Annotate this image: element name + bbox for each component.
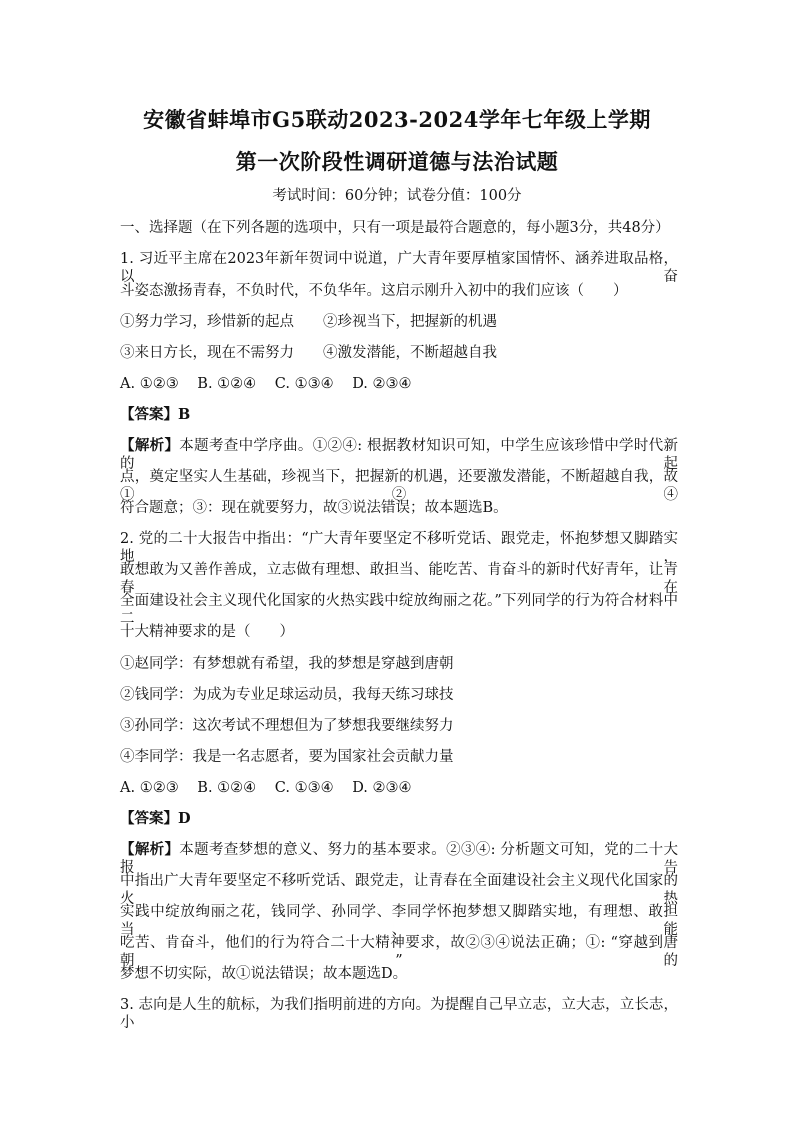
q2-analysis-line-2: 中指出广大青年要坚定不移听党话、跟党走，让青春在全面建设社会主义现代化国家的火热 bbox=[120, 873, 678, 907]
q2-option-d: D. ②③④ bbox=[352, 780, 412, 796]
q1-option-c: C. ①③④ bbox=[274, 376, 334, 392]
document-title-line-1: 安徽省蚌埠市G5联动2023-2024学年七年级上学期 bbox=[143, 107, 651, 132]
q2-analysis-text-1: 本题考查梦想的意义、努力的基本要求。②③④: 分析题文可知，党的二十大报告 bbox=[120, 842, 678, 876]
q1-options bbox=[120, 375, 426, 393]
q2-stem-line-4: 十大精神要求的是（ ） bbox=[120, 624, 294, 640]
q2-option-b: B. ①②④ bbox=[197, 780, 257, 796]
q2-answer: 【答案】D bbox=[120, 810, 191, 827]
q1-option-d: D. ②③④ bbox=[352, 376, 412, 392]
q1-stem-line-1: 1. 习近平主席在2023年新年贺词中说道，广大青年要厚植家国情怀、涵养进取品格，以奋 bbox=[120, 251, 678, 285]
document-title-line-2: 第一次阶段性调研道德与法治试题 bbox=[235, 149, 559, 174]
q2-option-c: C. ①③④ bbox=[274, 780, 334, 796]
q1-stem-line-2: 斗姿态激扬青春，不负时代，不负华年。这启示刚升入初中的我们应该（ ） bbox=[120, 283, 628, 299]
q2-analysis-line-5: 梦想不切实际，故①说法错误；故本题选D。 bbox=[120, 966, 408, 982]
q2-statement-row-1: ①赵同学：有梦想就有希望，我的梦想是穿越到唐朝 bbox=[120, 656, 454, 672]
q2-stem-line-1: 2. 党的二十大报告中指出：“广大青年要坚定不移听党话、跟党走，怀抱梦想又脚踏实地， bbox=[120, 531, 678, 565]
q3-stem-line-1: 3. 志向是人生的航标，为我们指明前进的方向。为提醒自己早立志，立大志，立长志，小 bbox=[120, 997, 678, 1031]
exam-meta: 考试时间：60分钟；试卷分值：100分 bbox=[272, 188, 522, 204]
q2-option-a: A. ①②③ bbox=[120, 780, 179, 796]
q1-analysis-text-1: 本题考查中学序曲。①②④: 根据教材知识可知，中学生应该珍惜中学时代新的起 bbox=[120, 438, 678, 472]
q2-analysis-line-1 bbox=[120, 841, 678, 876]
q1-analysis-label: 【解析】 bbox=[120, 437, 180, 454]
q1-analysis-line-1 bbox=[120, 437, 678, 472]
q1-answer: 【答案】B bbox=[120, 406, 191, 423]
section-heading: 一、选择题（在下列各题的选项中，只有一项是最符合题意的，每小题3分，共48分） bbox=[120, 220, 670, 236]
q2-options bbox=[120, 779, 426, 797]
q1-statement-row-1: ①努力学习，珍惜新的起点 ②珍视当下，把握新的机遇 bbox=[120, 314, 497, 330]
q2-statement-row-2: ②钱同学：为成为专业足球运动员，我每天练习球技 bbox=[120, 687, 454, 703]
q2-analysis-line-4: 吃苦、肯奋斗，他们的行为符合二十大精神要求，故②③④说法正确；①: “穿越到唐朝”的 bbox=[120, 935, 678, 969]
q2-statement-row-3: ③孙同学：这次考试不理想但为了梦想我要继续努力 bbox=[120, 718, 454, 734]
q1-analysis-line-3: 符合题意；③：现在就要努力，故③说法错误；故本题选B。 bbox=[120, 500, 508, 516]
q2-analysis-line-3: 实践中绽放绚丽之花，钱同学、孙同学、李同学怀抱梦想又脚踏实地，有理想、敢担当、能 bbox=[120, 904, 678, 938]
q1-option-a: A. ①②③ bbox=[120, 376, 179, 392]
q1-statement-row-2: ③来日方长，现在不需努力 ④激发潜能，不断超越自我 bbox=[120, 345, 497, 361]
q1-option-b: B. ①②④ bbox=[197, 376, 257, 392]
q2-stem-line-3: 全面建设社会主义现代化国家的火热实践中绽放绚丽之花。”下列同学的行为符合材料中二 bbox=[120, 593, 678, 627]
q2-stem-line-2: 敢想敢为又善作善成，立志做有理想、敢担当、能吃苦、肯奋斗的新时代好青年，让青春在 bbox=[120, 562, 678, 596]
q1-analysis-line-2: 点，奠定坚实人生基础，珍视当下，把握新的机遇，还要激发潜能，不断超越自我，故①②④ bbox=[120, 469, 678, 503]
q2-analysis-label: 【解析】 bbox=[120, 841, 180, 858]
q2-statement-row-4: ④李同学：我是一名志愿者，要为国家社会贡献力量 bbox=[120, 749, 454, 765]
